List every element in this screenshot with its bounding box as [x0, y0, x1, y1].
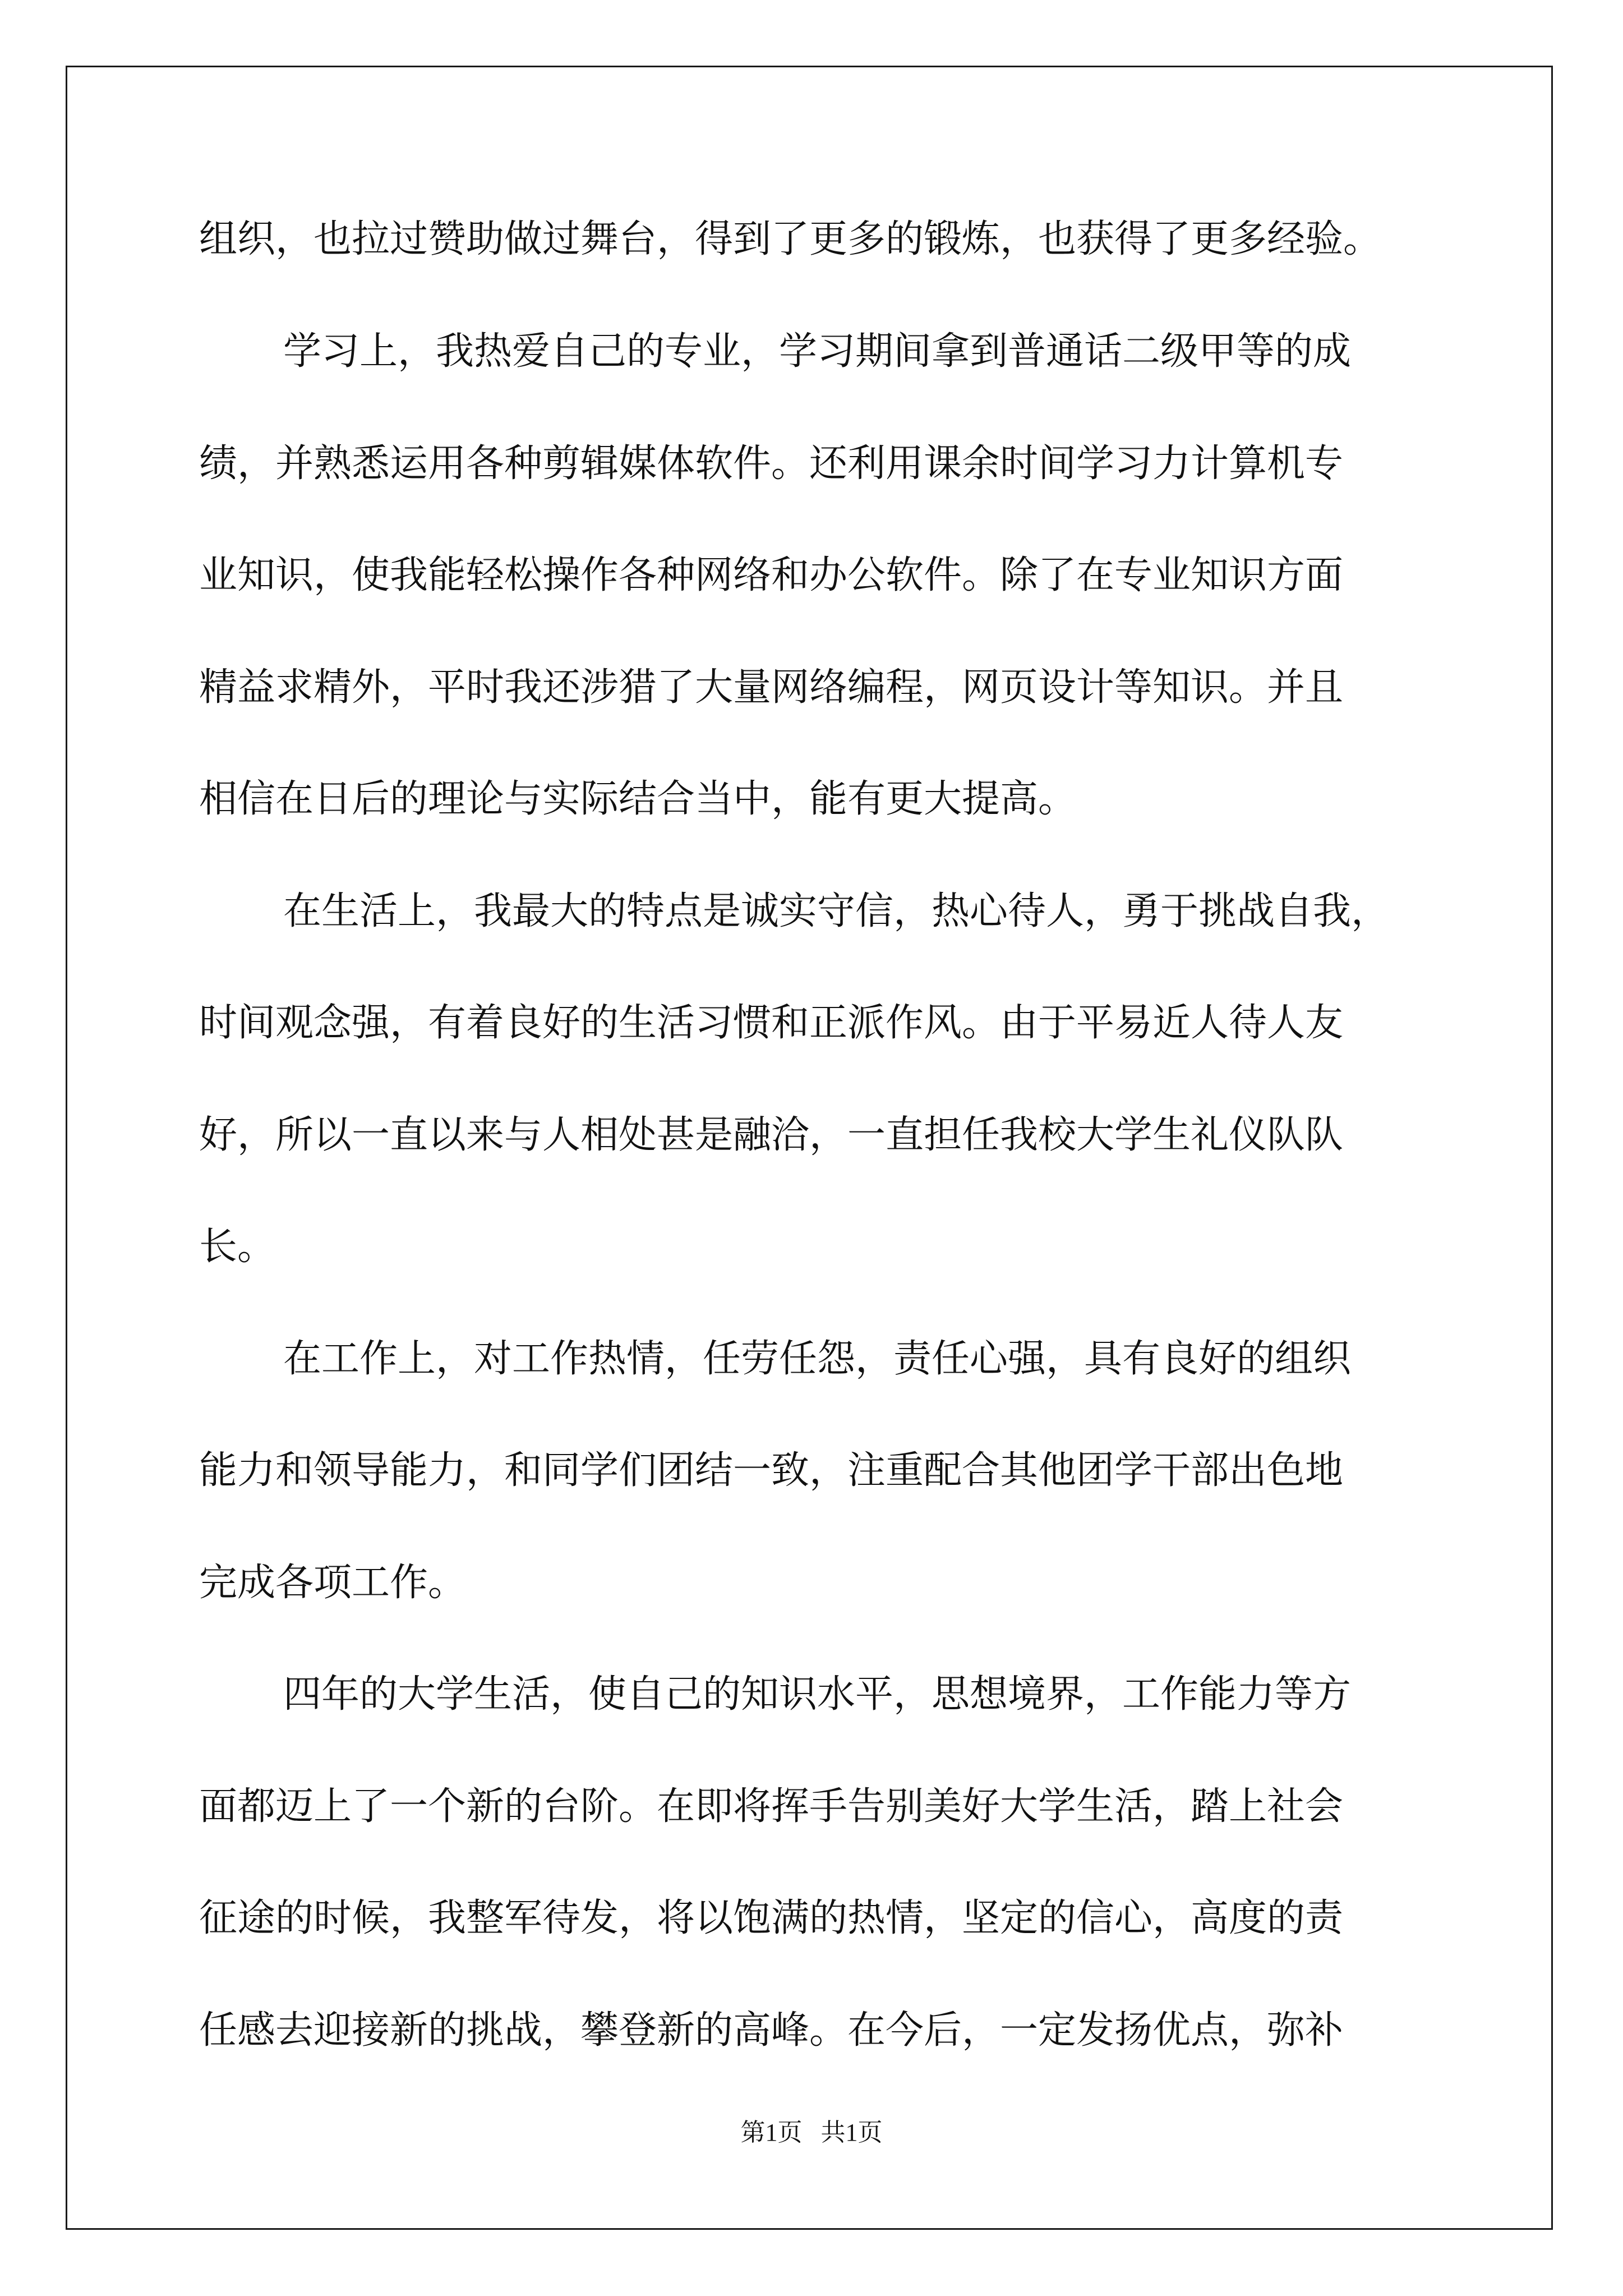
text-line: 任感去迎接新的挑战，攀登新的高峰。在今后，一定发扬优点，弥补	[199, 2008, 1344, 2053]
text-line: 业知识，使我能轻松操作各种网络和办公软件。除了在专业知识方面	[199, 553, 1344, 597]
text-line: 能力和领导能力，和同学们团结一致，注重配合其他团学干部出色地	[199, 1448, 1344, 1493]
text-line: 在工作上，对工作热情，任劳任怨，责任心强，具有良好的组织	[283, 1337, 1352, 1381]
text-line: 绩，并熟悉运用各种剪辑媒体软件。还利用课余时间学习力计算机专	[199, 441, 1344, 486]
text-line: 组织，也拉过赞助做过舞台，得到了更多的锻炼，也获得了更多经验。	[199, 217, 1382, 261]
page-footer	[0, 2120, 1623, 2145]
text-line: 四年的大学生活，使自己的知识水平，思想境界，工作能力等方	[283, 1672, 1352, 1717]
text-line: 征途的时候，我整军待发，将以饱满的热情，坚定的信心，高度的责	[199, 1896, 1344, 1940]
text-line: 学习上，我热爱自己的专业，学习期间拿到普通话二级甲等的成	[283, 329, 1352, 374]
text-line: 精益求精外，平时我还涉猎了大量网络编程，网页设计等知识。并且	[199, 665, 1344, 710]
text-line: 长。	[199, 1225, 276, 1269]
page-number-label: 第1页 共1页	[740, 2119, 883, 2146]
text-line: 完成各项工作。	[199, 1561, 467, 1605]
text-line: 相信在日后的理论与实际结合当中，能有更大提高。	[199, 777, 1077, 821]
text-line: 面都迈上了一个新的台阶。在即将挥手告别美好大学生活，踏上社会	[199, 1784, 1344, 1829]
text-line: 好，所以一直以来与人相处甚是融洽，一直担任我校大学生礼仪队队	[199, 1113, 1344, 1157]
text-line: 时间观念强，有着良好的生活习惯和正派作风。由于平易近人待人友	[199, 1001, 1344, 1045]
text-line: 在生活上，我最大的特点是诚实守信，热心待人，勇于挑战自我，	[283, 889, 1390, 933]
